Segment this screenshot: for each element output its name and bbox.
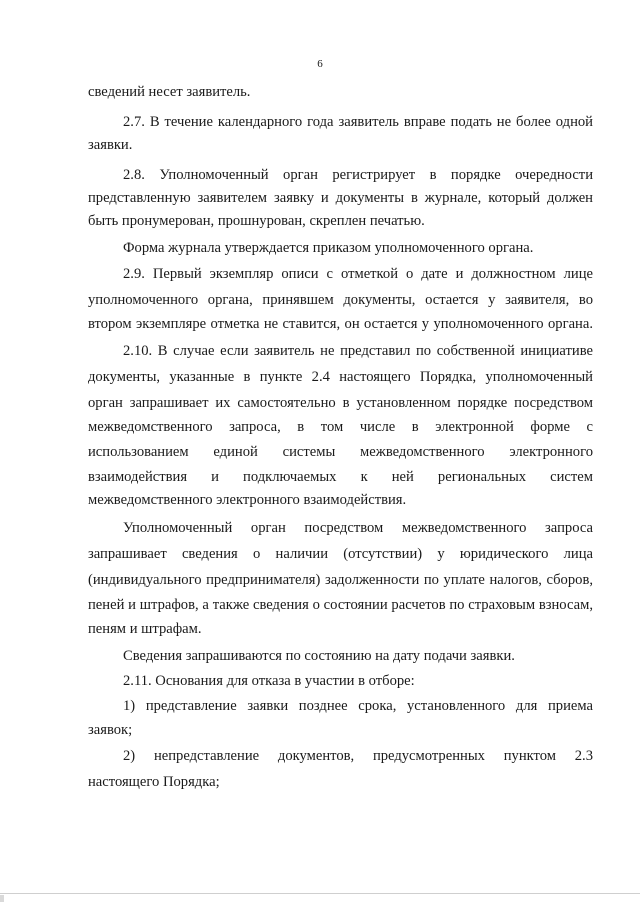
text-line: межведомственного электронного взаимодействия. (88, 492, 407, 508)
text-line: документы, указанные в пункте 2.4 настоящего Порядка, уполномоченный (88, 369, 593, 385)
text-line: (индивидуального предпринимателя) задолженности по уплате налогов, сборов, (88, 572, 593, 588)
text-line: 2.7. В течение календарного года заявитель вправе подать не более одной (123, 114, 593, 130)
text-line: заявок; (88, 722, 133, 738)
text-line: 2.10. В случае если заявитель не представил по собственной инициативе (123, 343, 593, 359)
text-line: Форма журнала утверждается приказом уполномоченного органа. (123, 240, 534, 256)
text-line: межведомственного запроса, в том числе в электронной форме с (88, 419, 593, 435)
page-number: 6 (317, 58, 323, 70)
text-line: уполномоченного органа, принявшем документы, остается у заявителя, во (88, 292, 593, 308)
text-line: 2.8. Уполномоченный орган регистрирует в порядке очередности (123, 167, 593, 183)
text-line: втором экземпляре отметка не ставится, он остается у уполномоченного органа. (88, 316, 593, 332)
text-line: Уполномоченный орган посредством межведомственного запроса (123, 520, 593, 536)
text-line: запрашивает сведения о наличии (отсутствии) у юридического лица (88, 546, 593, 562)
scan-margin-mark (0, 895, 4, 902)
text-line: сведений несет заявитель. (88, 84, 251, 100)
text-line: быть пронумерован, прошнурован, скреплен печатью. (88, 213, 425, 229)
text-line: взаимодействия и подключаемых к ней региональных систем (88, 469, 593, 485)
text-line: использованием единой системы межведомственного электронного (88, 444, 593, 460)
text-line: 2) непредставление документов, предусмотренных пунктом 2.3 (123, 748, 593, 764)
scan-edge-line (0, 893, 640, 894)
text-line: 2.9. Первый экземпляр описи с отметкой о дате и должностном лице (123, 266, 593, 282)
text-line: 1) представление заявки позднее срока, установленного для приема (123, 698, 593, 714)
text-line: настоящего Порядка; (88, 774, 220, 790)
text-line: Сведения запрашиваются по состоянию на дату подачи заявки. (123, 648, 515, 664)
text-line: пеням и штрафам. (88, 621, 202, 637)
text-line: пеней и штрафов, а также сведения о состоянии расчетов по страховым взносам, (88, 597, 593, 613)
text-line: 2.11. Основания для отказа в участии в отборе: (123, 673, 415, 689)
text-line: представленную заявителем заявку и документы в журнале, который должен (88, 190, 593, 206)
text-line: орган запрашивает их самостоятельно в установленном порядке посредством (88, 395, 593, 411)
text-line: заявки. (88, 137, 133, 153)
